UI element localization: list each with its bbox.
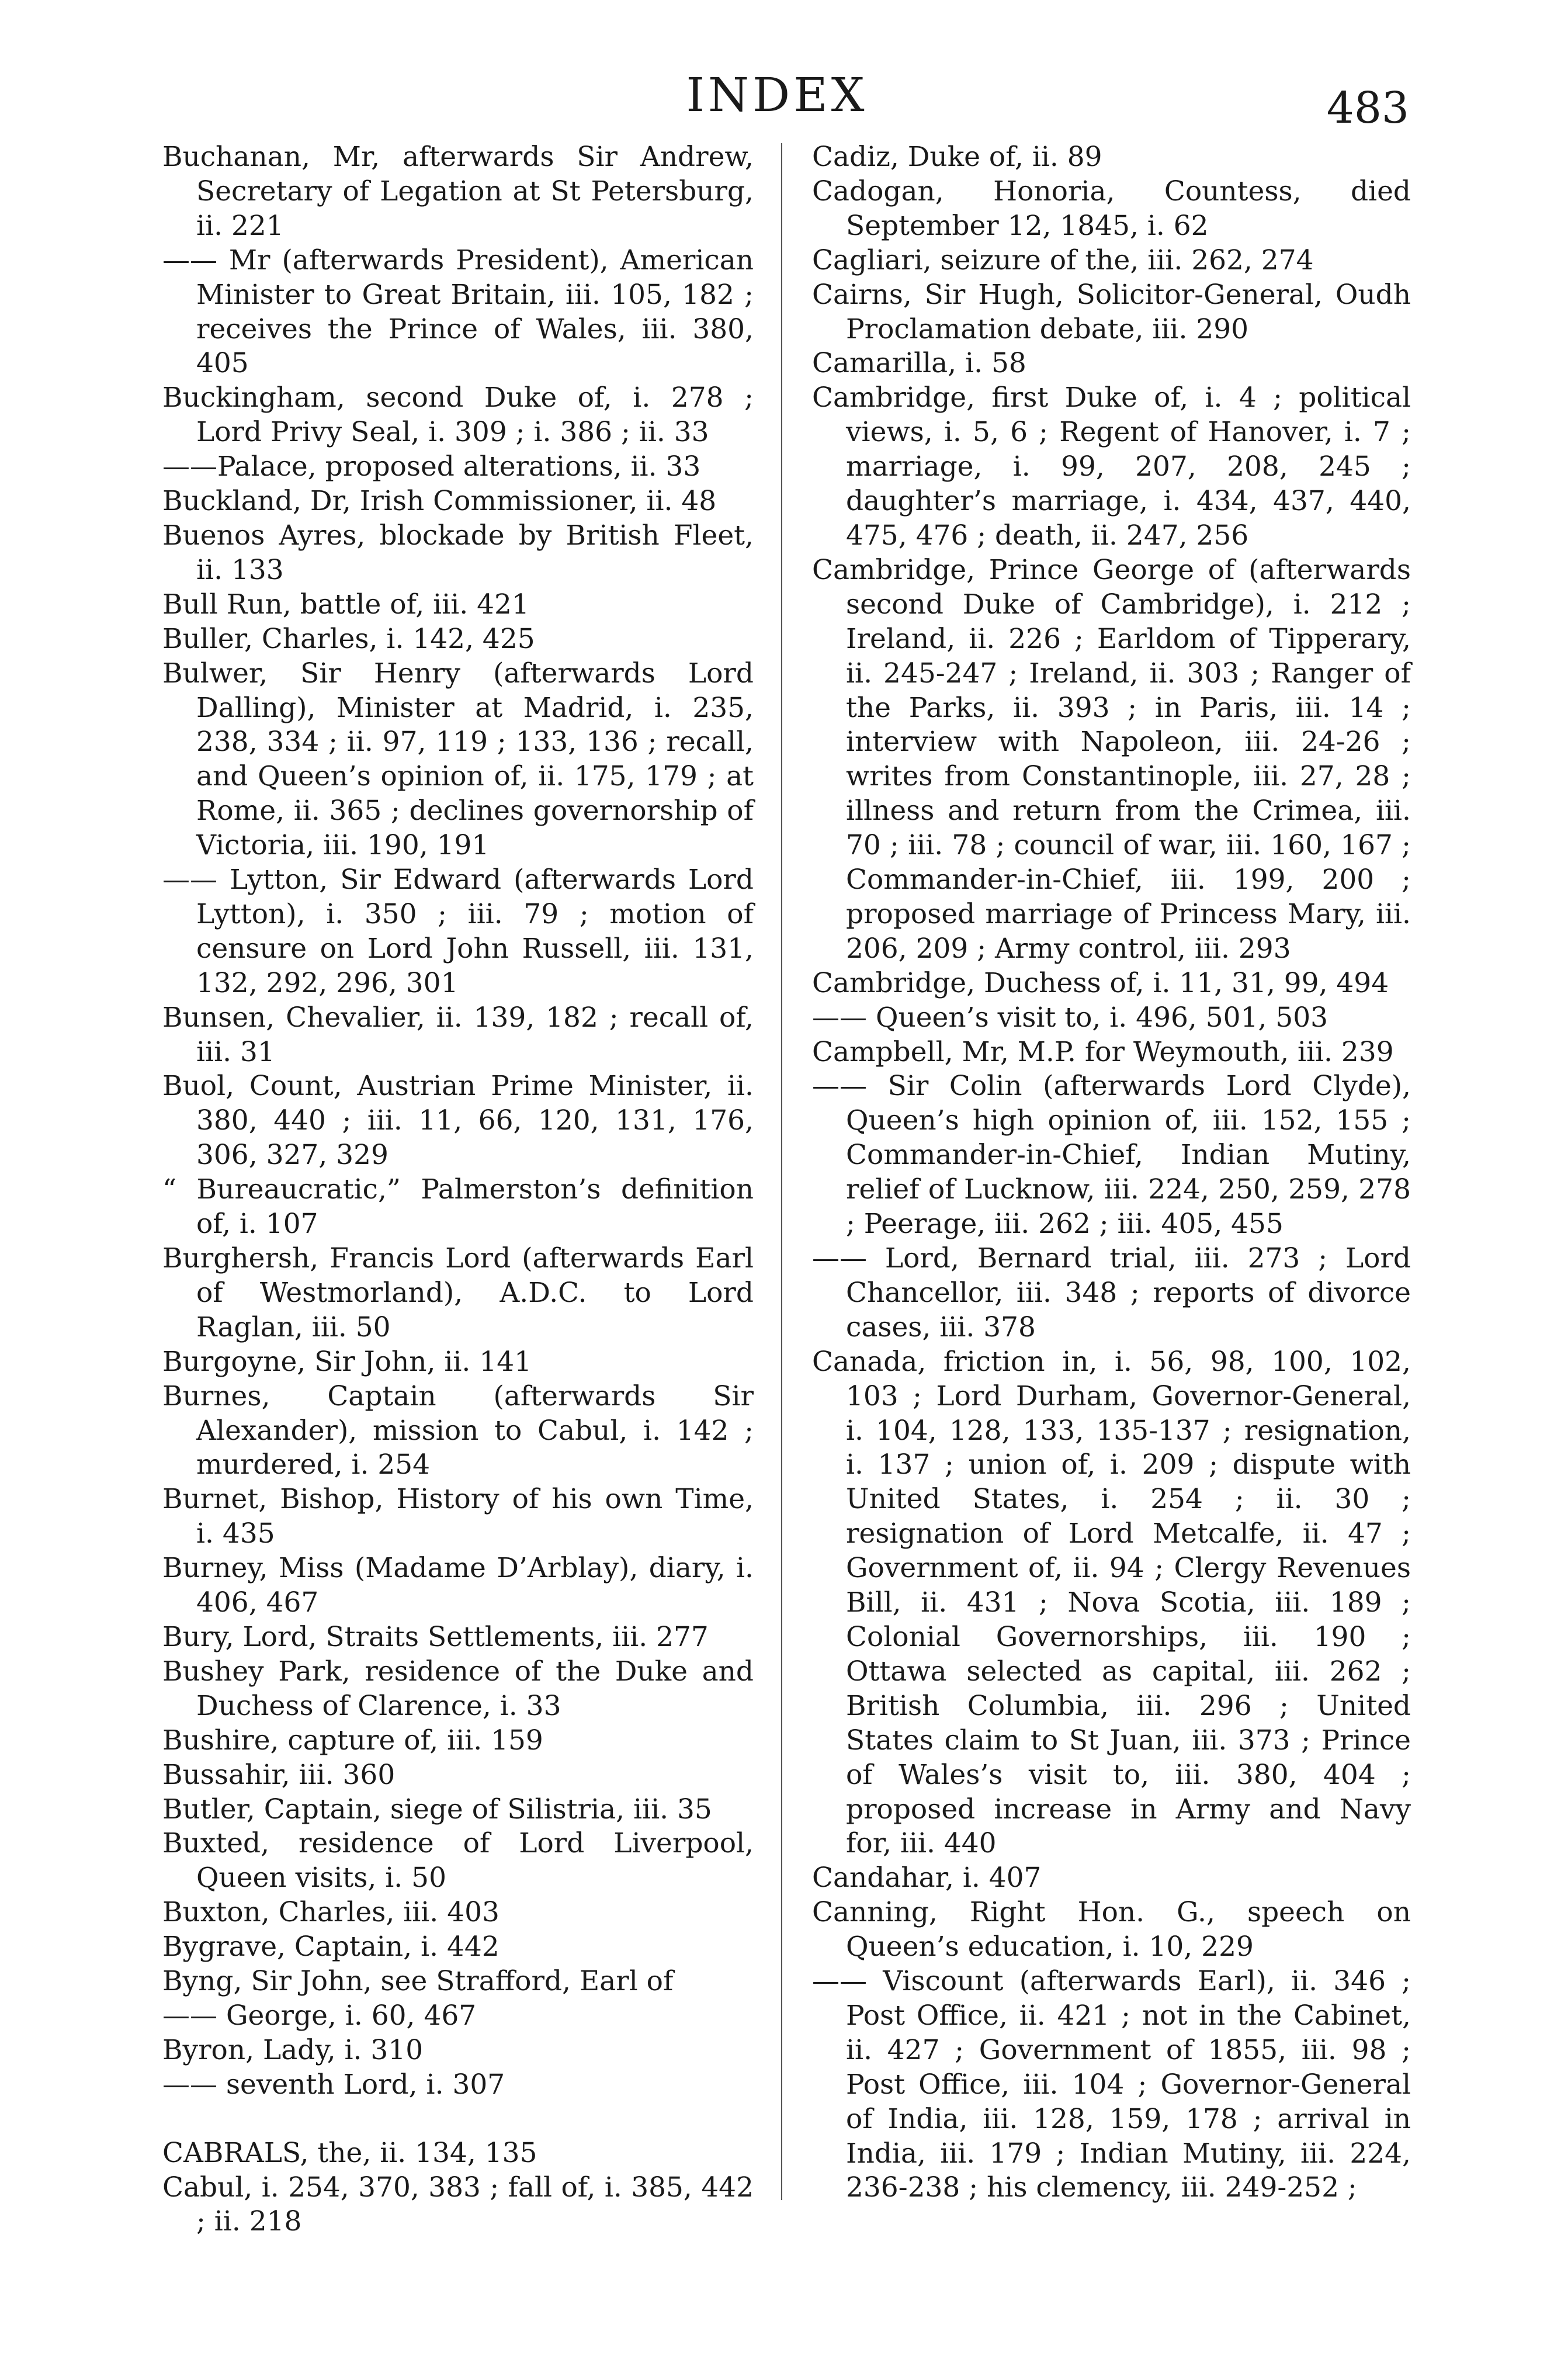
index-entry: Burnet, Bishop, History of his own Time, i. 435 [162,1483,754,1550]
index-entry: —— seventh Lord, i. 307 [162,2068,505,2101]
index-column-left [162,140,754,2239]
index-column-right [812,140,1411,2205]
index-entry: Buller, Charles, i. 142, 425 [162,622,535,655]
index-entry: Buchanan, Mr, afterwards Sir Andrew, Secretary of Legation at St Petersburg, ii. 221 [162,141,754,242]
index-entry: —— George, i. 60, 467 [162,1999,477,2032]
index-entry: —— Lytton, Sir Edward (afterwards Lord Lytton), i. 350 ; iii. 79 ; motion of censure on Lord John Russell, iii. 131, 132, 292, 296, 301 [162,864,754,999]
index-entry: Campbell, Mr, M.P. for Weymouth, iii. 239 [812,1035,1394,1068]
index-entry: Burghersh, Francis Lord (afterwards Earl of Westmorland), A.D.C. to Lord Raglan, iii. 50 [162,1242,754,1343]
index-entry: —— Sir Colin (afterwards Lord Clyde), Queen’s high opinion of, iii. 152, 155 ; Commander-in-Chief, Indian Mutiny, relief of Lucknow, iii. 224, 250, 259, 278 ; Peerage, iii. 262 ; iii. 405, 455 [812,1070,1411,1241]
index-entry: Burnes, Captain (afterwards Sir Alexander), mission to Cabul, i. 142 ; murdered, i. 254 [162,1380,754,1481]
index-entry: Bushire, capture of, iii. 159 [162,1724,543,1757]
index-entry: Cadiz, Duke of, ii. 89 [812,141,1102,173]
index-entry: Butler, Captain, siege of Silistria, iii. 35 [162,1793,712,1825]
index-entry: Cambridge, Duchess of, i. 11, 31, 99, 494 [812,966,1389,999]
index-entry: Cadogan, Honoria, Countess, died September 12, 1845, i. 62 [812,175,1411,242]
index-entry: Cambridge, Prince George of (afterwards second Duke of Cambridge), i. 212 ; Ireland, ii. 226 ; Earldom of Tipperary, ii. 245-247 ; Ireland, ii. 303 ; Ranger of the Parks, ii. 393 ; in Paris, iii. 14 ; interview with Napoleon, iii. 24-26 ; writes from Constantinople, iii. 27, 28 ; illness and return from the Crimea, iii. 70 ; iii. 78 ; council of war, iii. 160, 167 ; Commander-in-Chief, iii. 199, 200 ; proposed marriage of Princess Mary, iii. 206, 209 ; Army control, iii. 293 [812,553,1411,965]
index-entry: Buol, Count, Austrian Prime Minister, ii. 380, 440 ; iii. 11, 66, 120, 131, 176, 306, 327, 329 [162,1070,754,1172]
index-entry: Buckland, Dr, Irish Commissioner, ii. 48 [162,485,717,518]
index-entry: Byron, Lady, i. 310 [162,2033,424,2066]
index-entry: Byng, Sir John, see Strafford, Earl of [162,1965,674,1998]
index-entry: —— Viscount (afterwards Earl), ii. 346 ; Post Office, ii. 421 ; not in the Cabinet, ii. 427 ; Government of 1855, iii. 98 ; Post Office, iii. 104 ; Governor-General of India, iii. 128, 159, 178 ; arrival in India, iii. 179 ; Indian Mutiny, iii. 224, 236-238 ; his clemency, iii. 249-252 ; [812,1965,1411,2204]
index-entry: Canning, Right Hon. G., speech on Queen’s education, i. 10, 229 [812,1896,1411,1963]
index-entry: Bussahir, iii. 360 [162,1758,396,1791]
index-entry: Cabul, i. 254, 370, 383 ; fall of, i. 385, 442 ; ii. 218 [162,2171,754,2238]
index-entry: Bull Run, battle of, iii. 421 [162,588,529,621]
index-entry: Burgoyne, Sir John, ii. 141 [162,1345,532,1378]
index-entry: Bulwer, Sir Henry (afterwards Lord Dalling), Minister at Madrid, i. 235, 238, 334 ; ii. 97, 119 ; 133, 136 ; recall, and Queen’s opinion of, ii. 175, 179 ; at Rome, ii. 365 ; declines governorship of Victoria, iii. 190, 191 [162,657,754,862]
column-divider [781,143,782,2200]
index-entry: Buenos Ayres, blockade by British Fleet, ii. 133 [162,519,754,586]
index-entry: CABRALS, the, ii. 134, 135 [162,2136,537,2169]
index-entry: —— Mr (afterwards President), American Minister to Great Britain, iii. 105, 182 ; receives the Prince of Wales, iii. 380, 405 [162,244,754,380]
index-entry: Buxted, residence of Lord Liverpool, Queen visits, i. 50 [162,1827,754,1894]
page-header [0,63,1554,133]
index-entry: Buxton, Charles, iii. 403 [162,1896,500,1929]
index-entry: Bunsen, Chevalier, ii. 139, 182 ; recall of, iii. 31 [162,1001,754,1068]
index-entry: —— Queen’s visit to, i. 496, 501, 503 [812,1001,1328,1034]
index-entry: Cairns, Sir Hugh, Solicitor-General, Oudh Proclamation debate, iii. 290 [812,278,1411,345]
index-entry: Buckingham, second Duke of, i. 278 ; Lord Privy Seal, i. 309 ; i. 386 ; ii. 33 [162,382,754,449]
index-entry: —— Lord, Bernard trial, iii. 273 ; Lord Chancellor, iii. 348 ; reports of divorce cases, iii. 378 [812,1242,1411,1343]
index-entry: Bygrave, Captain, i. 442 [162,1931,500,1963]
index-entry: Cagliari, seizure of the, iii. 262, 274 [812,244,1314,276]
index-entry: Bury, Lord, Straits Settlements, iii. 277 [162,1620,709,1653]
index-entry: Canada, friction in, i. 56, 98, 100, 102, 103 ; Lord Durham, Governor-General, i. 104, 128, 133, 135-137 ; resignation, i. 137 ; union of, i. 209 ; dispute with United States, i. 254 ; ii. 30 ; resignation of Lord Metcalfe, ii. 47 ; Government of, ii. 94 ; Clergy Revenues Bill, ii. 431 ; Nova Scotia, iii. 189 ; Colonial Governorships, iii. 190 ; Ottawa selected as capital, iii. 262 ; British Columbia, iii. 296 ; United States claim to St Juan, iii. 373 ; Prince of Wales’s visit to, iii. 380, 404 ; proposed increase in Army and Navy for, iii. 440 [812,1345,1411,1860]
index-entry: “ Bureaucratic,” Palmerston’s definition of, i. 107 [162,1173,754,1241]
index-entry: Bushey Park, residence of the Duke and Duchess of Clarence, i. 33 [162,1655,754,1722]
index-entry: Cambridge, first Duke of, i. 4 ; political views, i. 5, 6 ; Regent of Hanover, i. 7 ; marriage, i. 99, 207, 208, 245 ; daughter’s marriage, i. 434, 437, 440, 475, 476 ; death, ii. 247, 256 [812,382,1411,552]
page-number: 483 [1326,83,1409,133]
index-entry: Burney, Miss (Madame D’Arblay), diary, i. 406, 467 [162,1552,754,1619]
index-entry: Camarilla, i. 58 [812,347,1026,380]
page-title: INDEX [686,68,868,122]
index-entry: Candahar, i. 407 [812,1862,1042,1894]
index-entry: ——Palace, proposed alterations, ii. 33 [162,451,701,483]
